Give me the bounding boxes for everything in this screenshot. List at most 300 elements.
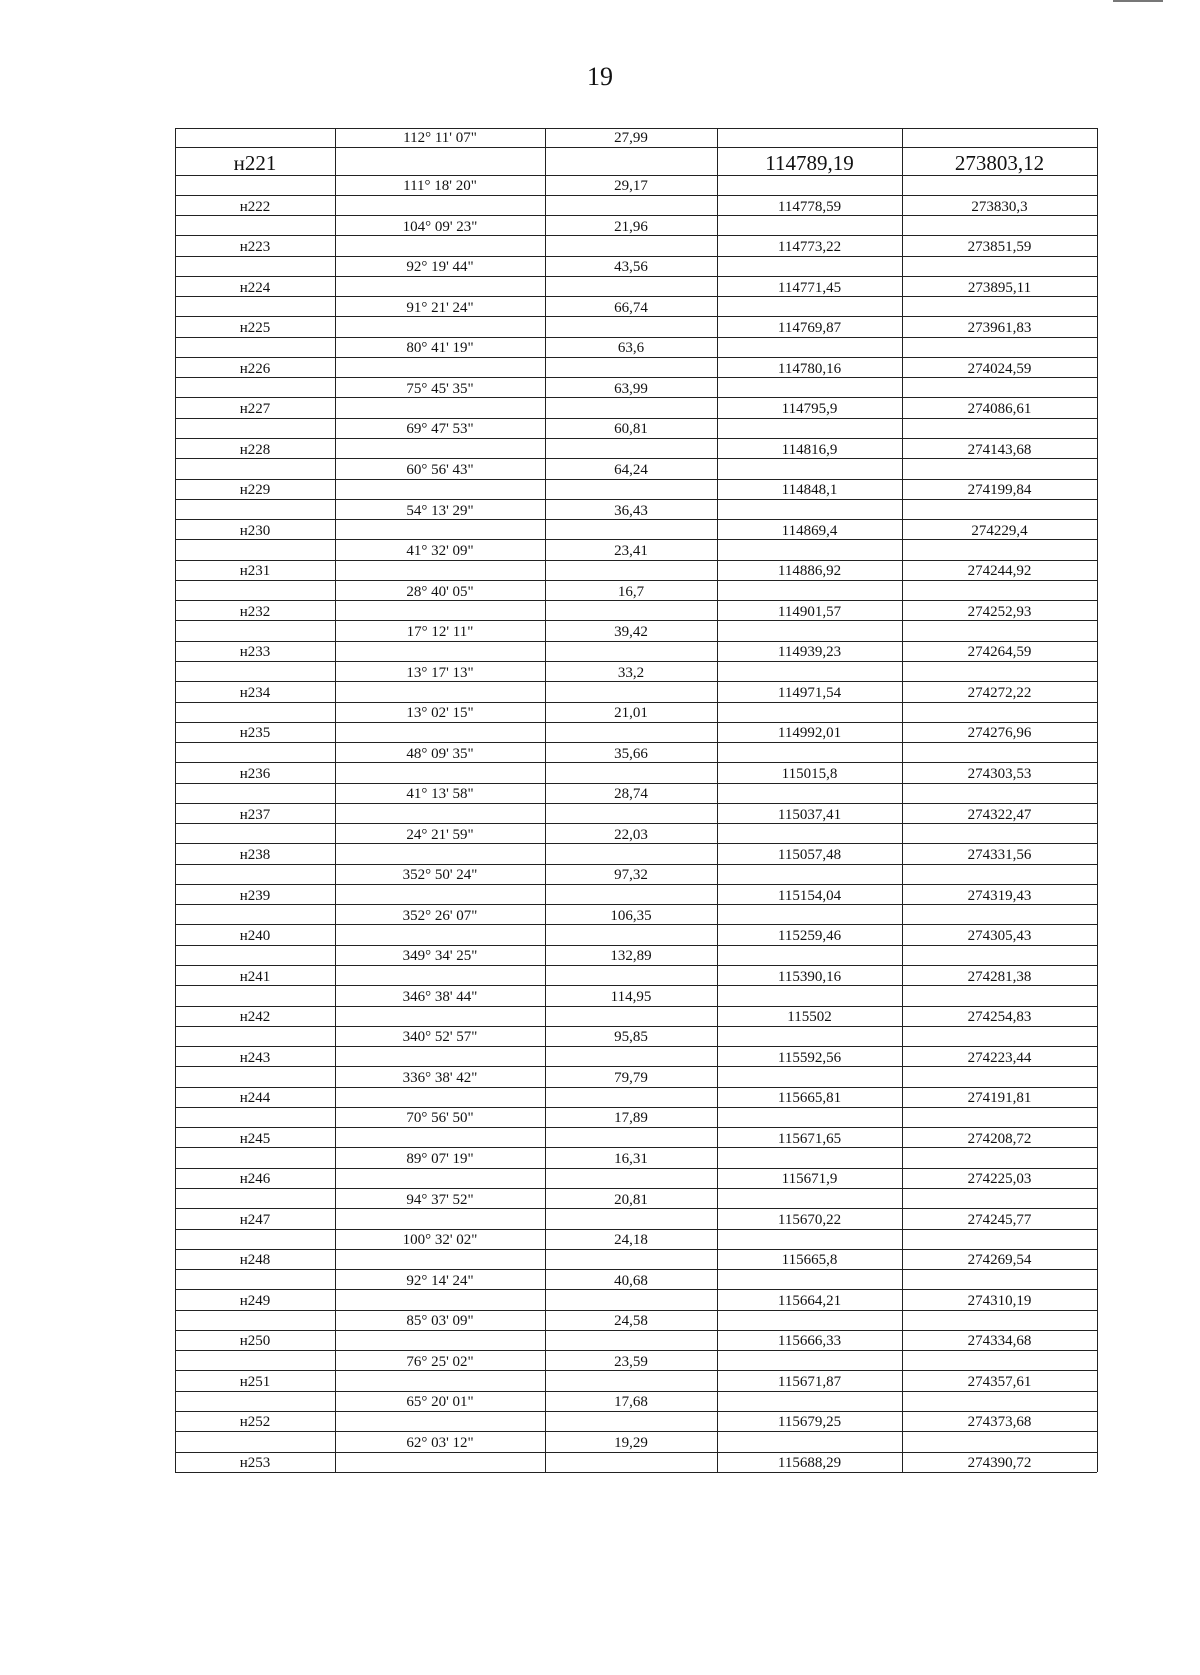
row-divider: [175, 762, 1097, 763]
row-divider: [175, 147, 1097, 148]
segment-length: 16,7: [617, 583, 645, 600]
row-divider: [175, 884, 1097, 885]
coord-x: 114869,4: [781, 522, 838, 539]
coord-y: 274281,38: [967, 968, 1032, 985]
row-divider: [175, 1127, 1097, 1128]
coord-x: 115671,65: [777, 1130, 842, 1147]
point-id: н227: [239, 401, 271, 418]
segment-length: 97,32: [614, 867, 648, 884]
point-row: [175, 520, 1097, 540]
segment-row: [175, 621, 1097, 641]
point-id: н237: [239, 806, 271, 823]
segment-length: 132,89: [610, 948, 652, 965]
segment-row: [175, 945, 1097, 965]
segment-row: [175, 1431, 1097, 1451]
row-divider: [175, 296, 1097, 297]
column-divider: [902, 128, 903, 1472]
segment-length: 17,89: [614, 1110, 648, 1127]
coord-y: 274223,44: [967, 1049, 1032, 1066]
row-divider: [175, 357, 1097, 358]
direction-angle: 76° 25' 02": [406, 1353, 474, 1370]
direction-angle: 92° 19' 44": [406, 259, 474, 276]
coord-y: 274244,92: [967, 563, 1032, 580]
segment-row: [175, 128, 1097, 147]
coord-x: 115671,9: [781, 1171, 838, 1188]
row-divider: [175, 1208, 1097, 1209]
row-divider: [175, 1066, 1097, 1067]
direction-angle: 24° 21' 59": [406, 826, 474, 843]
segment-length: 22,03: [614, 826, 648, 843]
segment-length: 60,81: [614, 421, 648, 438]
segment-length: 36,43: [614, 502, 648, 519]
coord-x: 114789,19: [765, 151, 854, 175]
point-id: н250: [239, 1333, 271, 1350]
row-divider: [175, 1472, 1097, 1473]
row-divider: [175, 1310, 1097, 1311]
point-row: [175, 560, 1097, 580]
column-divider: [335, 128, 336, 1472]
coord-y: 274305,43: [967, 928, 1032, 945]
segment-row: [175, 216, 1097, 236]
row-divider: [175, 1411, 1097, 1412]
point-row: [175, 1290, 1097, 1310]
segment-row: [175, 297, 1097, 317]
direction-angle: 48° 09' 35": [406, 745, 474, 762]
coord-x: 114886,92: [777, 563, 842, 580]
point-id: н239: [239, 887, 271, 904]
coord-y: 274245,77: [967, 1211, 1032, 1228]
segment-row: [175, 459, 1097, 479]
point-row: [175, 641, 1097, 661]
point-row: [175, 925, 1097, 945]
segment-row: [175, 702, 1097, 722]
coord-x: 114992,01: [777, 725, 842, 742]
coord-y: 274334,68: [967, 1333, 1032, 1350]
point-id: н224: [239, 279, 271, 296]
segment-length: 63,6: [617, 340, 645, 357]
segment-row: [175, 905, 1097, 925]
row-divider: [175, 1391, 1097, 1392]
row-divider: [175, 1107, 1097, 1108]
point-row: [175, 276, 1097, 296]
row-divider: [175, 641, 1097, 642]
segment-length: 17,68: [614, 1394, 648, 1411]
coord-x: 114773,22: [777, 239, 842, 256]
row-divider: [175, 722, 1097, 723]
direction-angle: 60° 56' 43": [406, 461, 474, 478]
row-divider: [175, 1431, 1097, 1432]
segment-row: [175, 256, 1097, 276]
direction-angle: 112° 11' 07": [403, 130, 477, 146]
coord-y: 273961,83: [967, 320, 1032, 337]
segment-row: [175, 378, 1097, 398]
segment-row: [175, 1350, 1097, 1370]
row-divider: [175, 337, 1097, 338]
column-divider: [717, 128, 718, 1472]
row-divider: [175, 924, 1097, 925]
direction-angle: 41° 13' 58": [406, 786, 474, 803]
row-divider: [175, 843, 1097, 844]
point-row: [175, 1127, 1097, 1147]
coord-y: 274254,83: [967, 1009, 1032, 1026]
segment-row: [175, 1391, 1097, 1411]
row-divider: [175, 742, 1097, 743]
segment-row: [175, 540, 1097, 560]
point-id: н226: [239, 360, 271, 377]
segment-length: 19,29: [614, 1434, 648, 1451]
segment-length: 29,17: [614, 178, 648, 195]
segment-length: 20,81: [614, 1191, 648, 1208]
row-divider: [175, 1147, 1097, 1148]
column-divider: [1097, 128, 1098, 1472]
row-divider: [175, 377, 1097, 378]
row-divider: [175, 479, 1097, 480]
point-id: н247: [239, 1211, 271, 1228]
direction-angle: 91° 21' 24": [406, 299, 474, 316]
coord-x: 115688,29: [777, 1455, 842, 1471]
row-divider: [175, 985, 1097, 986]
row-divider: [175, 175, 1097, 176]
segment-row: [175, 337, 1097, 357]
row-divider: [175, 783, 1097, 784]
segment-length: 35,66: [614, 745, 648, 762]
direction-angle: 70° 56' 50": [406, 1110, 474, 1127]
point-id: н234: [239, 684, 271, 701]
row-divider: [175, 195, 1097, 196]
segment-row: [175, 175, 1097, 195]
point-row: [175, 1371, 1097, 1391]
row-divider: [175, 661, 1097, 662]
coord-y: 274143,68: [967, 441, 1032, 458]
coord-y: 274086,61: [967, 401, 1032, 418]
segment-length: 66,74: [614, 299, 648, 316]
row-divider: [175, 1350, 1097, 1351]
point-row: [175, 682, 1097, 702]
segment-length: 28,74: [614, 786, 648, 803]
segment-length: 95,85: [614, 1029, 648, 1046]
point-id: н221: [233, 151, 277, 175]
point-row: [175, 763, 1097, 783]
point-id: н245: [239, 1130, 271, 1147]
segment-length: 33,2: [617, 664, 645, 681]
coord-x: 114816,9: [781, 441, 838, 458]
row-divider: [175, 128, 1097, 129]
segment-length: 79,79: [614, 1069, 648, 1086]
row-divider: [175, 681, 1097, 682]
coord-x: 114939,23: [777, 644, 842, 661]
segment-length: 114,95: [610, 988, 652, 1005]
point-id: н228: [239, 441, 271, 458]
row-divider: [175, 620, 1097, 621]
point-id: н253: [239, 1455, 271, 1471]
point-id: н222: [239, 198, 271, 215]
point-id: н248: [239, 1252, 271, 1269]
direction-angle: 75° 45' 35": [406, 380, 474, 397]
coord-x: 114848,1: [781, 482, 838, 499]
segment-length: 21,96: [614, 218, 648, 235]
segment-row: [175, 742, 1097, 762]
point-id: н241: [239, 968, 271, 985]
coord-x: 115671,87: [777, 1373, 842, 1390]
coord-y: 274191,81: [967, 1090, 1032, 1107]
coord-y: 274252,93: [967, 603, 1032, 620]
direction-angle: 336° 38' 42": [402, 1069, 478, 1086]
segment-row: [175, 864, 1097, 884]
row-divider: [175, 458, 1097, 459]
coord-x: 115665,81: [777, 1090, 842, 1107]
segment-length: 16,31: [614, 1151, 648, 1168]
row-divider: [175, 1229, 1097, 1230]
coord-x: 115670,22: [777, 1211, 842, 1228]
survey-table: [175, 128, 1097, 1472]
point-row: [175, 357, 1097, 377]
point-id: н229: [239, 482, 271, 499]
segment-row: [175, 1310, 1097, 1330]
row-divider: [175, 316, 1097, 317]
direction-angle: 352° 50' 24": [402, 867, 478, 884]
coord-x: 115154,04: [777, 887, 842, 904]
coord-x: 115502: [787, 1009, 832, 1026]
point-id: н236: [239, 765, 271, 782]
direction-angle: 85° 03' 09": [406, 1313, 474, 1330]
coord-x: 114778,59: [777, 198, 842, 215]
point-row: [175, 479, 1097, 499]
point-id: н230: [239, 522, 271, 539]
segment-row: [175, 986, 1097, 1006]
point-id: н238: [239, 847, 271, 864]
coord-x: 114901,57: [777, 603, 842, 620]
row-divider: [175, 945, 1097, 946]
point-id: н240: [239, 928, 271, 945]
point-id: н251: [239, 1373, 271, 1390]
point-row: [175, 1087, 1097, 1107]
page-number: 19: [587, 62, 613, 91]
direction-angle: 80° 41' 19": [406, 340, 474, 357]
row-divider: [175, 438, 1097, 439]
point-row: [175, 438, 1097, 458]
row-divider: [175, 215, 1097, 216]
coord-y: 274024,59: [967, 360, 1032, 377]
segment-row: [175, 499, 1097, 519]
coord-x: 114769,87: [777, 320, 842, 337]
row-divider: [175, 1289, 1097, 1290]
direction-angle: 94° 37' 52": [406, 1191, 474, 1208]
coord-y: 274272,22: [967, 684, 1032, 701]
coord-y: 274390,72: [967, 1455, 1032, 1471]
direction-angle: 349° 34' 25": [402, 948, 478, 965]
coord-x: 114795,9: [781, 401, 838, 418]
coord-x: 114971,54: [777, 684, 842, 701]
coord-y: 274310,19: [967, 1292, 1032, 1309]
segment-length: 106,35: [610, 907, 652, 924]
coord-y: 274331,56: [967, 847, 1032, 864]
segment-length: 27,99: [614, 130, 648, 146]
segment-row: [175, 1026, 1097, 1046]
point-row: [175, 1249, 1097, 1269]
row-divider: [175, 519, 1097, 520]
point-id: н242: [239, 1009, 271, 1026]
direction-angle: 17° 12' 11": [406, 624, 474, 641]
coord-y: 274199,84: [967, 482, 1032, 499]
direction-angle: 13° 17' 13": [406, 664, 474, 681]
point-row: [175, 1006, 1097, 1026]
direction-angle: 54° 13' 29": [406, 502, 474, 519]
segment-length: 40,68: [614, 1272, 648, 1289]
direction-angle: 28° 40' 05": [406, 583, 474, 600]
coord-x: 115666,33: [777, 1333, 842, 1350]
coord-x: 115037,41: [777, 806, 842, 823]
point-id: н232: [239, 603, 271, 620]
point-row: [175, 1452, 1097, 1472]
direction-angle: 92° 14' 24": [406, 1272, 474, 1289]
point-row: [175, 884, 1097, 904]
direction-angle: 352° 26' 07": [402, 907, 478, 924]
coord-x: 115057,48: [777, 847, 842, 864]
segment-row: [175, 1067, 1097, 1087]
point-id: н243: [239, 1049, 271, 1066]
coord-x: 114780,16: [777, 360, 842, 377]
row-divider: [175, 904, 1097, 905]
coord-x: 115390,16: [777, 968, 842, 985]
segment-row: [175, 661, 1097, 681]
coord-y: 274319,43: [967, 887, 1032, 904]
segment-length: 63,99: [614, 380, 648, 397]
point-row: [175, 844, 1097, 864]
point-row: [175, 803, 1097, 823]
segment-length: 23,59: [614, 1353, 648, 1370]
point-id: н225: [239, 320, 271, 337]
segment-length: 24,58: [614, 1313, 648, 1330]
row-divider: [175, 965, 1097, 966]
row-divider: [175, 1006, 1097, 1007]
direction-angle: 65° 20' 01": [406, 1394, 474, 1411]
column-divider: [175, 128, 176, 1472]
point-row: [175, 236, 1097, 256]
point-row: [175, 398, 1097, 418]
coord-y: 274357,61: [967, 1373, 1032, 1390]
row-divider: [175, 702, 1097, 703]
coord-y: 273851,59: [967, 239, 1032, 256]
coord-y: 274303,53: [967, 765, 1032, 782]
row-divider: [175, 803, 1097, 804]
segment-row: [175, 1229, 1097, 1249]
row-divider: [175, 1168, 1097, 1169]
segment-row: [175, 1107, 1097, 1127]
point-id: н246: [239, 1171, 271, 1188]
coord-x: 115015,8: [781, 765, 838, 782]
coord-y: 274208,72: [967, 1130, 1032, 1147]
direction-angle: 69° 47' 53": [406, 421, 474, 438]
top-edge-mark: [1113, 0, 1163, 2]
coord-x: 115259,46: [777, 928, 842, 945]
row-divider: [175, 580, 1097, 581]
row-divider: [175, 1452, 1097, 1453]
row-divider: [175, 499, 1097, 500]
segment-row: [175, 783, 1097, 803]
row-divider: [175, 1249, 1097, 1250]
row-divider: [175, 235, 1097, 236]
direction-angle: 104° 09' 23": [402, 218, 478, 235]
point-id: н244: [239, 1090, 271, 1107]
point-id: н231: [239, 563, 271, 580]
segment-length: 24,18: [614, 1232, 648, 1249]
coord-y: 274269,54: [967, 1252, 1032, 1269]
segment-row: [175, 1188, 1097, 1208]
segment-length: 39,42: [614, 624, 648, 641]
point-row: [175, 965, 1097, 985]
row-divider: [175, 1370, 1097, 1371]
point-row: [175, 1046, 1097, 1066]
direction-angle: 13° 02' 15": [406, 705, 474, 722]
segment-length: 43,56: [614, 259, 648, 276]
segment-row: [175, 824, 1097, 844]
coord-y: 273803,12: [954, 151, 1045, 175]
segment-length: 21,01: [614, 705, 648, 722]
segment-length: 64,24: [614, 461, 648, 478]
coord-x: 115665,8: [781, 1252, 838, 1269]
direction-angle: 100° 32' 02": [402, 1232, 478, 1249]
row-divider: [175, 1330, 1097, 1331]
point-row: [175, 147, 1097, 175]
row-divider: [175, 539, 1097, 540]
direction-angle: 111° 18' 20": [403, 178, 477, 195]
point-row: [175, 317, 1097, 337]
coord-y: 274264,59: [967, 644, 1032, 661]
row-divider: [175, 276, 1097, 277]
point-id: н223: [239, 239, 271, 256]
coord-y: 273830,3: [971, 198, 1028, 215]
segment-row: [175, 418, 1097, 438]
row-divider: [175, 1046, 1097, 1047]
coord-x: 115592,56: [777, 1049, 842, 1066]
row-divider: [175, 823, 1097, 824]
point-row: [175, 195, 1097, 215]
point-id: н249: [239, 1292, 271, 1309]
row-divider: [175, 600, 1097, 601]
row-divider: [175, 1269, 1097, 1270]
point-row: [175, 601, 1097, 621]
row-divider: [175, 418, 1097, 419]
column-divider: [545, 128, 546, 1472]
direction-angle: 340° 52' 57": [402, 1029, 478, 1046]
segment-row: [175, 1269, 1097, 1289]
coord-y: 273895,11: [967, 279, 1032, 296]
coord-y: 274229,4: [971, 522, 1028, 539]
point-row: [175, 1411, 1097, 1431]
point-id: н235: [239, 725, 271, 742]
coord-x: 115664,21: [777, 1292, 842, 1309]
coord-y: 274322,47: [967, 806, 1032, 823]
segment-row: [175, 580, 1097, 600]
segment-length: 23,41: [614, 543, 648, 560]
coord-x: 114771,45: [777, 279, 842, 296]
coord-y: 274276,96: [967, 725, 1032, 742]
direction-angle: 41° 32' 09": [406, 543, 474, 560]
row-divider: [175, 560, 1097, 561]
point-row: [175, 1168, 1097, 1188]
row-divider: [175, 1026, 1097, 1027]
point-id: н233: [239, 644, 271, 661]
row-divider: [175, 397, 1097, 398]
point-id: н252: [239, 1414, 271, 1431]
row-divider: [175, 1188, 1097, 1189]
row-divider: [175, 256, 1097, 257]
direction-angle: 62° 03' 12": [406, 1434, 474, 1451]
segment-row: [175, 1148, 1097, 1168]
point-row: [175, 1209, 1097, 1229]
row-divider: [175, 1087, 1097, 1088]
direction-angle: 346° 38' 44": [402, 988, 478, 1005]
